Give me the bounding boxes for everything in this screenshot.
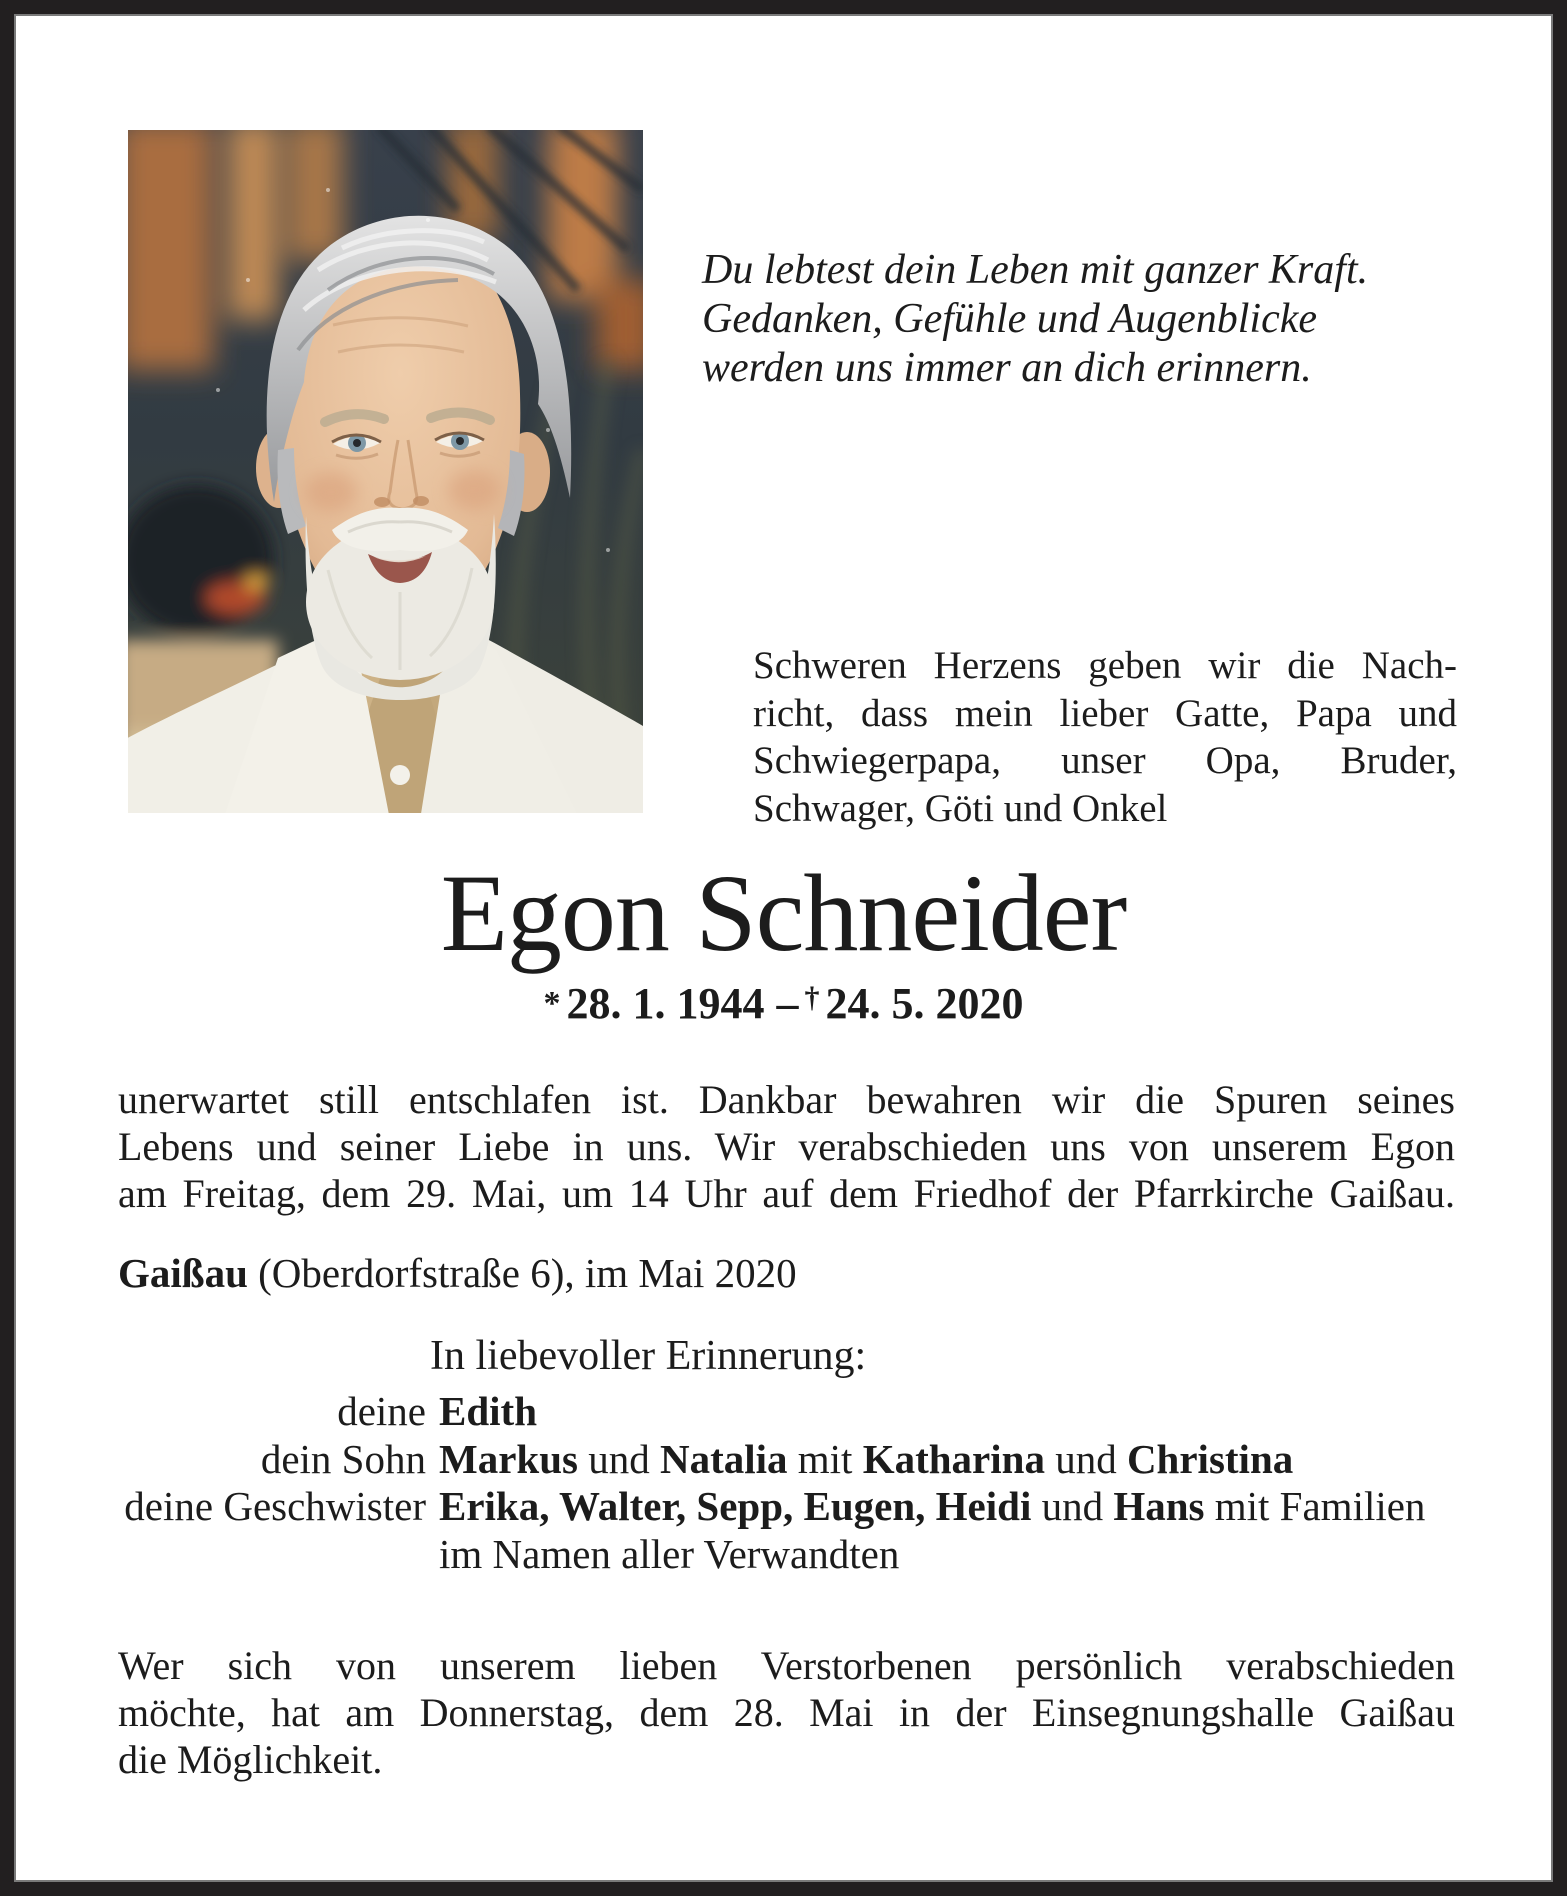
family-name: Markus (439, 1435, 578, 1482)
announcement-line: Schwiegerpapa, unser Opa, Bruder, (753, 739, 1457, 782)
closing-line: die Möglichkeit. (118, 1737, 383, 1782)
family-row (103, 1436, 1425, 1484)
family-relation-label: deine Geschwister (124, 1483, 426, 1529)
memoriam-heading: In liebevoller Erinnerung: (430, 1333, 867, 1379)
family-row (103, 1531, 1425, 1579)
family-connector: mit (787, 1435, 863, 1482)
family-connector: und (1044, 1435, 1127, 1482)
birth-date: 28. 1. 1944 (566, 979, 765, 1028)
family-row (103, 1388, 1425, 1436)
place-rest: (Oberdorfstraße 6), im Mai 2020 (247, 1250, 797, 1296)
place-name: Gaißau (118, 1250, 248, 1296)
family-name: Christina (1126, 1435, 1294, 1482)
obituary-page (14, 14, 1553, 1882)
family-name: Katharina (862, 1435, 1045, 1482)
memorial-quote (702, 246, 1474, 393)
family-row (103, 1483, 1425, 1531)
family-names (439, 1436, 1293, 1484)
closing-line: Wer sich von unserem lieben Verstorbenen persönlich verabschieden (118, 1643, 1455, 1688)
farewell-line: Lebens und seiner Liebe in uns. Wir verabschieden uns von unserem Egon (118, 1124, 1455, 1169)
deceased-name: Egon Schneider (440, 852, 1127, 974)
quote-line: Gedanken, Gefühle und Augenblicke (702, 296, 1318, 342)
family-names (439, 1483, 1425, 1531)
family-names (439, 1388, 537, 1436)
family-connector: im Namen aller Verwandten (439, 1530, 900, 1577)
family-connector: mit Familien (1204, 1483, 1426, 1529)
closing-line: möchte, hat am Donnerstag, dem 28. Mai in der Einsegnungshalle Gaißau (118, 1690, 1455, 1735)
family-relation-label: dein Sohn (260, 1435, 426, 1482)
portrait-photo (128, 130, 643, 813)
family-names (439, 1531, 899, 1579)
closing-paragraph (118, 1642, 1455, 1783)
life-dates (14, 980, 1553, 1028)
announcement-line: Schwager, Göti und Onkel (753, 786, 1168, 830)
quote-line: Du lebtest dein Leben mit ganzer Kraft. (702, 247, 1369, 293)
family-relation-label: deine (337, 1388, 426, 1434)
died-symbol: † (804, 981, 820, 1014)
place-date-line (118, 1250, 797, 1297)
death-date: 24. 5. 2020 (825, 979, 1024, 1028)
announcement-line: Schweren Herzens geben wir die Nach- (753, 644, 1457, 687)
family-list (103, 1388, 1425, 1578)
family-connector: und (577, 1435, 660, 1482)
farewell-paragraph (118, 1076, 1455, 1217)
family-name: Edith (439, 1388, 537, 1434)
date-separator: – (776, 979, 799, 1028)
announcement-line: richt, dass mein lieber Gatte, Papa und (753, 691, 1457, 735)
announcement-paragraph (753, 642, 1457, 832)
family-connector: und (1031, 1483, 1114, 1529)
born-symbol: * (543, 985, 561, 1022)
family-name: Natalia (659, 1435, 788, 1482)
family-relation-label (103, 1531, 426, 1579)
family-name: Erika, Walter, Sepp, Eugen, Heidi (439, 1483, 1032, 1529)
farewell-line: am Freitag, dem 29. Mai, um 14 Uhr auf dem Friedhof der Pfarrkirche Gaißau. (118, 1171, 1455, 1216)
farewell-line: unerwartet still entschlafen ist. Dankbar bewahren wir die Spuren seines (118, 1077, 1455, 1122)
quote-line: werden uns immer an dich erinnern. (702, 345, 1312, 391)
family-name: Hans (1113, 1483, 1205, 1529)
